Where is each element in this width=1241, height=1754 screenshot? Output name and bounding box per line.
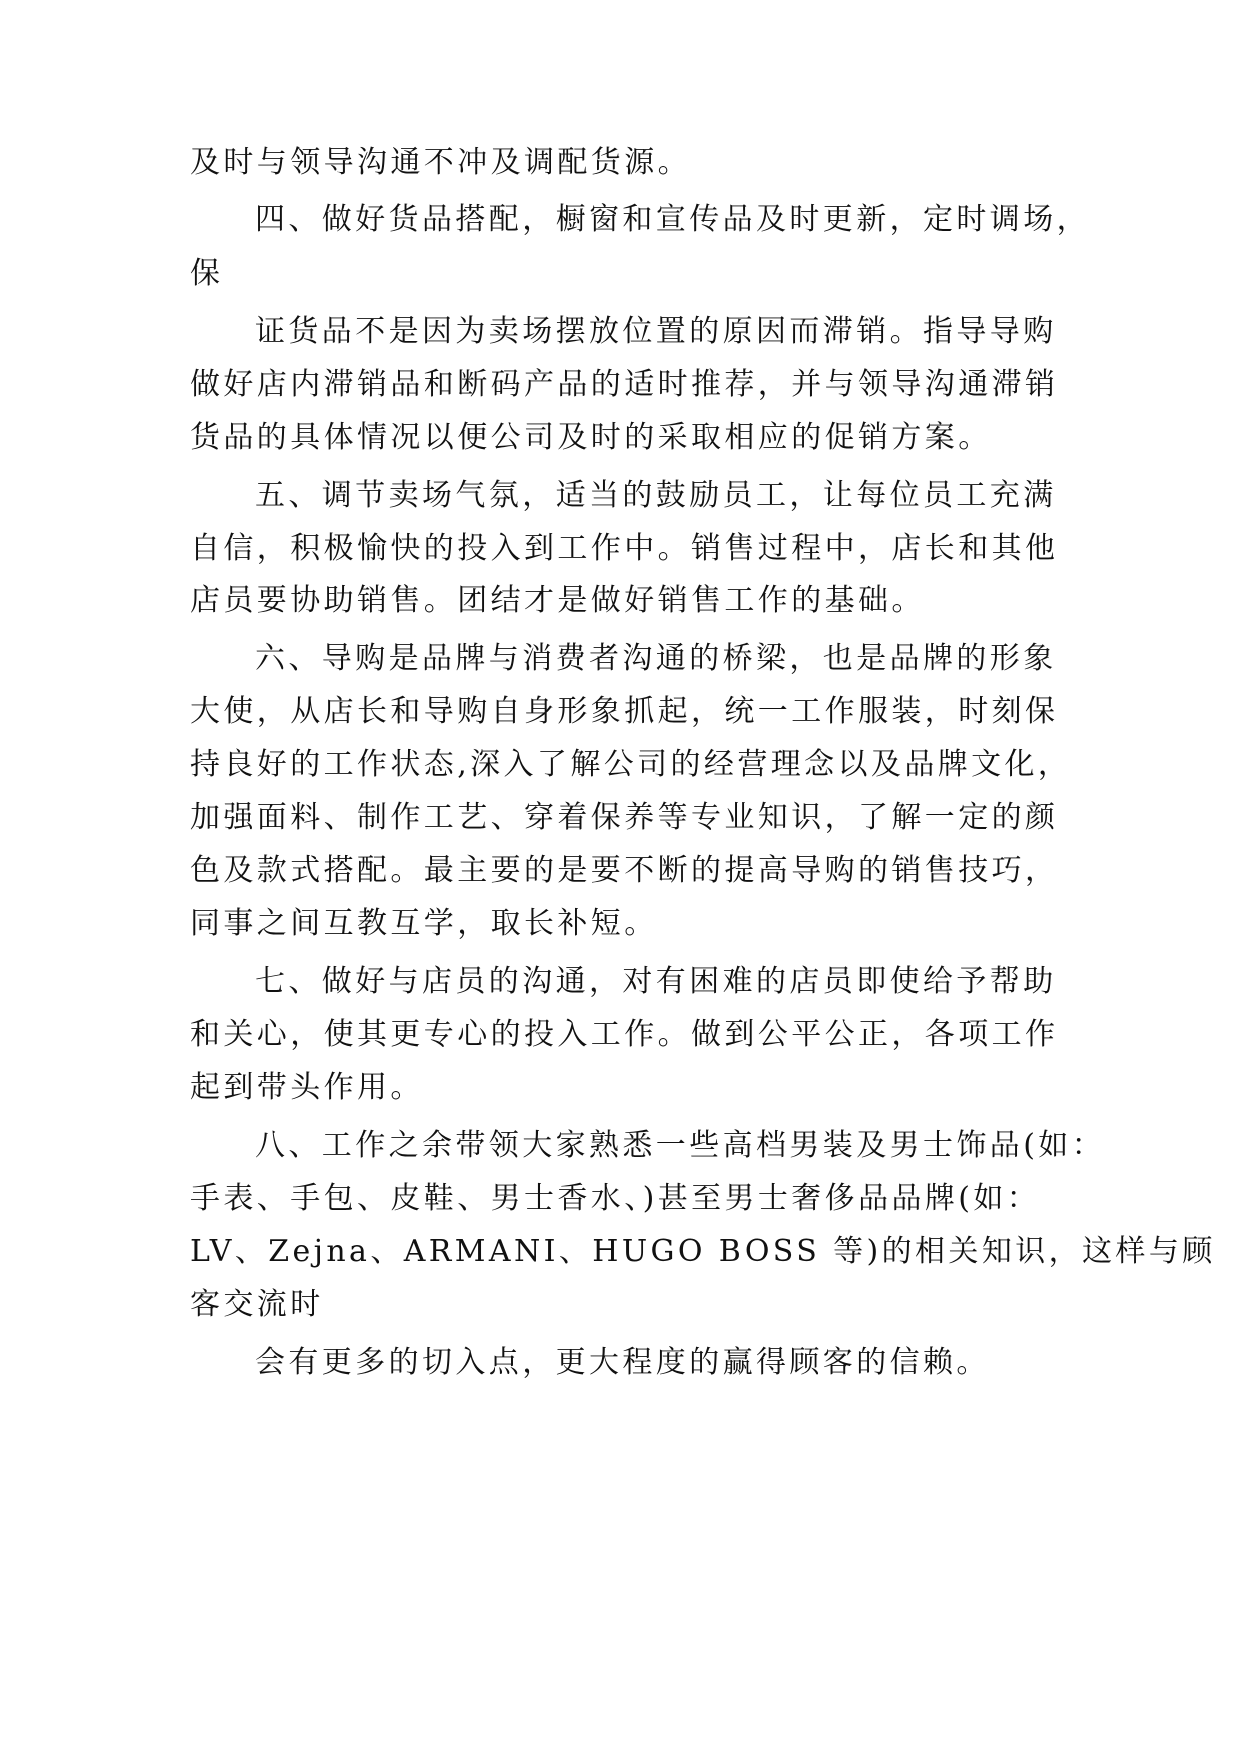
text-line: 持良好的工作状态,深入了解公司的经营理念以及品牌文化， [190,747,1072,782]
text-line: 四、做好货品搭配，橱窗和宣传品及时更新，定时调场， [255,202,1090,237]
text-line: 八、工作之余带领大家熟悉一些高档男装及男士饰品(如： [255,1128,1106,1163]
text-line: 自信，积极愉快的投入到工作中。销售过程中，店长和其他 [190,531,1059,566]
text-line: 做好店内滞销品和断码产品的适时推荐，并与领导沟通滞销 [190,367,1059,402]
text-line: 证货品不是因为卖场摆放位置的原因而滞销。指导导购 [255,314,1057,349]
text-line: 起到带头作用。 [190,1070,424,1105]
text-line: 五、调节卖场气氛，适当的鼓励员工，让每位员工充满 [255,478,1057,513]
text-line: 色及款式搭配。最主要的是要不断的提高导购的销售技巧， [190,853,1059,888]
text-line: 会有更多的切入点，更大程度的赢得顾客的信赖。 [255,1345,990,1380]
text-line: 客交流时 [190,1287,324,1322]
text-line: LV、Zejna、ARMANI、HUGO BOSS 等)的相关知识，这样与顾 [190,1234,1216,1269]
text-line: 和关心，使其更专心的投入工作。做到公平公正，各项工作 [190,1017,1059,1052]
text-line: 六、导购是品牌与消费者沟通的桥梁，也是品牌的形象 [255,641,1057,676]
text-line: 保 [190,256,224,291]
text-line: 大使，从店长和导购自身形象抓起，统一工作服装，时刻保 [190,694,1059,729]
text-line: 加强面料、制作工艺、穿着保养等专业知识，了解一定的颜 [190,800,1059,835]
text-line: 同事之间互教互学，取长补短。 [190,906,658,941]
text-line: 手表、手包、皮鞋、男士香水、)甚至男士奢侈品品牌(如： [190,1181,1041,1216]
text-line: 货品的具体情况以便公司及时的采取相应的促销方案。 [190,420,992,455]
text-line: 店员要协助销售。团结才是做好销售工作的基础。 [190,583,925,618]
text-line: 及时与领导沟通不冲及调配货源。 [190,145,691,180]
text-line: 七、做好与店员的沟通，对有困难的店员即使给予帮助 [255,964,1057,999]
